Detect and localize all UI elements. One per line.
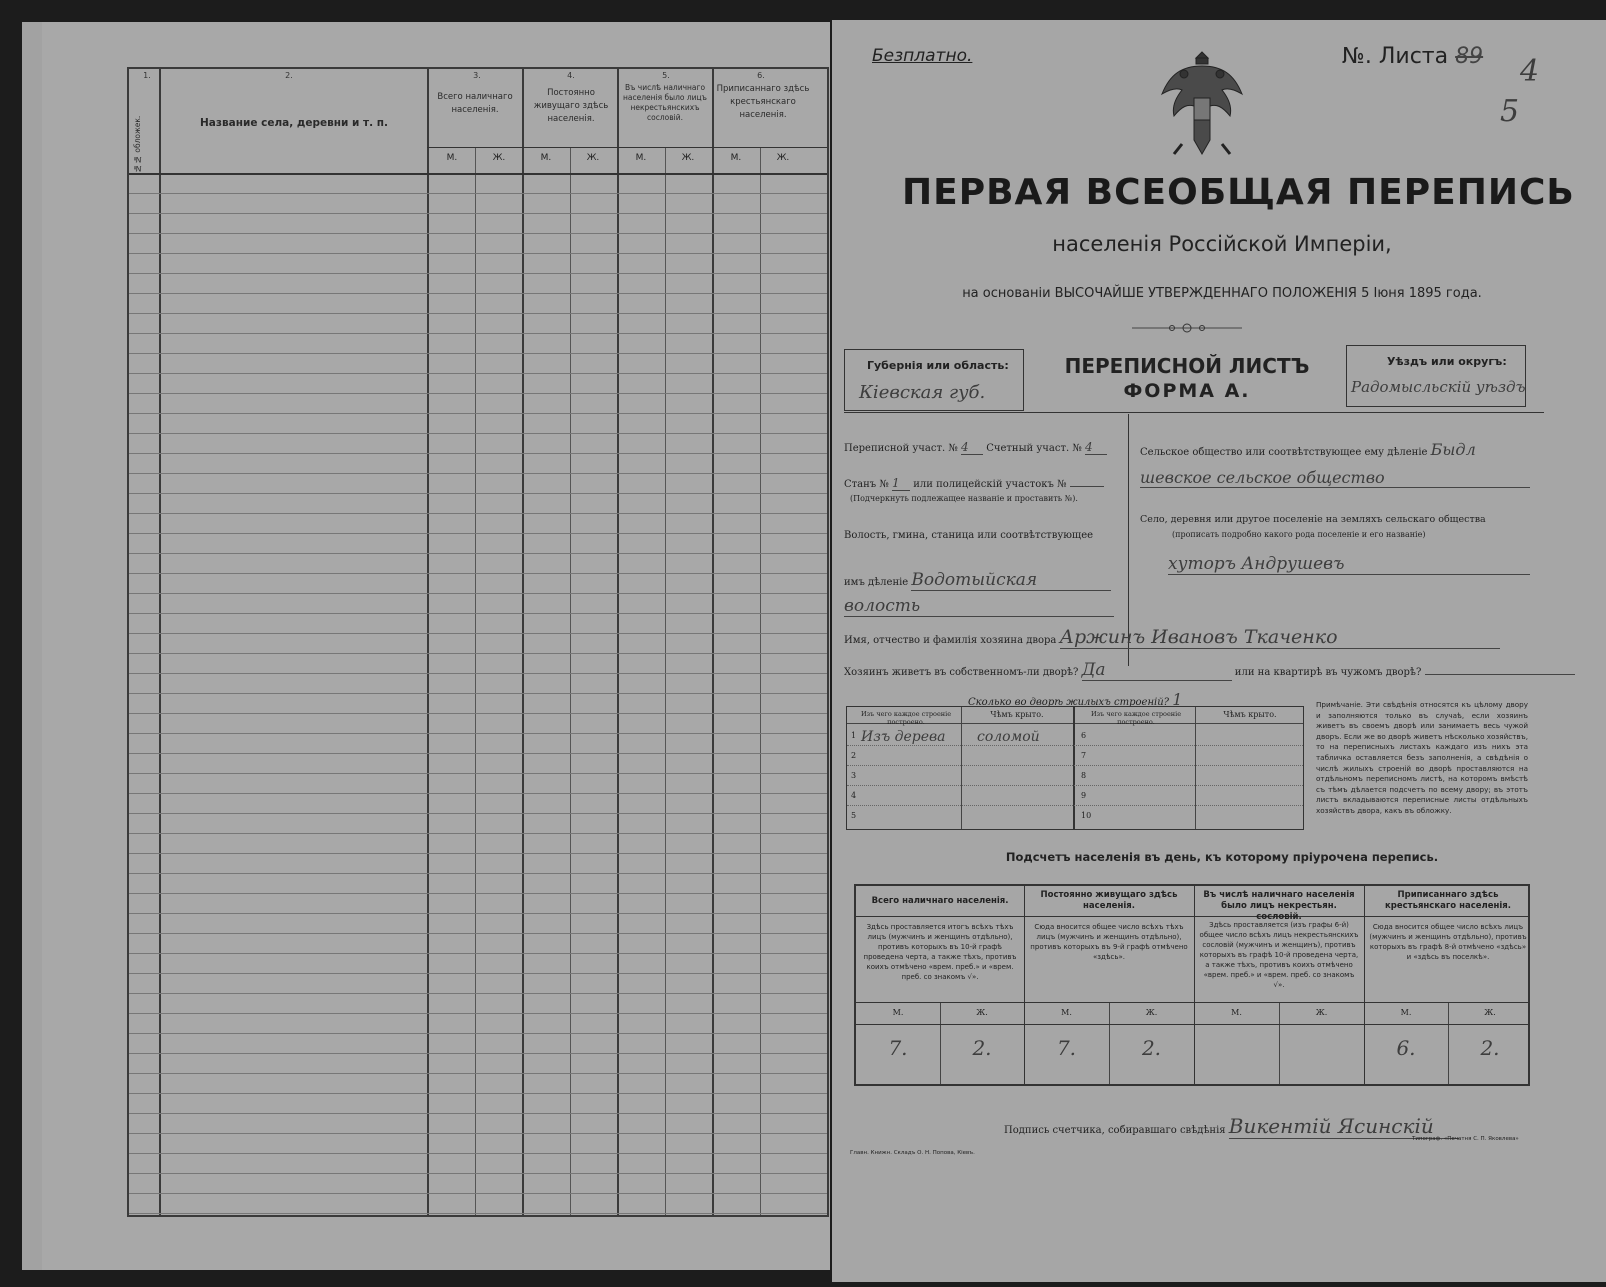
tally-registered-m: 6. [1396, 1036, 1416, 1060]
ledger-row-rule [129, 393, 827, 394]
bt-row1-material: Изъ дерева [861, 729, 946, 745]
province-box [844, 349, 1024, 411]
ledger-row-rule [129, 733, 827, 734]
tally-head-registered: Приписаннаго здѣсь крестьянскаго населенія. [1385, 890, 1511, 911]
ledger-row-rule [129, 853, 827, 854]
tally-permanent-m: 7. [1056, 1036, 1077, 1060]
ledger-header-rule [129, 173, 827, 175]
ledger-table [127, 67, 829, 1217]
ledger-column-rule [522, 69, 524, 1215]
sub-header-zh: Ж. [492, 153, 506, 163]
printer-imprint-right: Типограф. «Печатня С. П. Яковлева» [1412, 1136, 1519, 1142]
bt-row-number: 4 [851, 791, 857, 800]
bt-row-number: 10 [1081, 811, 1092, 820]
col-number-3: 3. [473, 71, 481, 80]
census-section-value: 4 [961, 440, 983, 455]
right-page [832, 20, 1606, 1282]
ledger-row-rule [129, 953, 827, 954]
ledger-row-rule [129, 1153, 827, 1154]
bt-row-number: 2 [851, 751, 857, 760]
stan-value: 1 [892, 476, 910, 491]
ledger-column-rule [570, 147, 571, 1215]
apartment-label: или на квартирѣ въ чужомъ дворѣ? [1234, 667, 1422, 678]
ledger-column-rule [617, 69, 619, 1215]
ledger-row-rule [129, 1133, 827, 1134]
ledger-row-rule [129, 673, 827, 674]
ledger-row-rule [129, 553, 827, 554]
printer-imprint-left: Главн. Книжн. Складъ О. Н. Попова, Кіевъ. [850, 1150, 975, 1156]
form-title: ПЕРЕПИСНОЙ ЛИСТЪ [1064, 354, 1310, 378]
owner-label: Имя, отчество и фамилія хозяина двора [844, 635, 1057, 646]
ledger-row-rule [129, 1053, 827, 1054]
bt-row-number: 6 [1081, 731, 1087, 740]
col-number-6: 6. [757, 71, 765, 80]
volost-label-2: имъ дѣленіе [844, 577, 909, 588]
tally-desc-registered: Сюда вносится общее число всѣхъ лицъ (мужчинъ и женщинъ отдѣльно), противъ которыхъ въ графѣ 8-й отмѣчено «здѣсь» и «здѣсь въ поселкѣ». [1369, 923, 1527, 961]
society-label: Сельское общество или соотвѣтствующее ему дѣленіе [1140, 447, 1428, 458]
ledger-row-rule [129, 1093, 827, 1094]
ledger-row-rule [129, 1113, 827, 1114]
volost-field [844, 570, 1111, 591]
tally-table [854, 884, 1530, 1086]
village-note: (прописать подробно какого рода поселеніе и его названіе) [1172, 530, 1426, 539]
tally-total-zh: 2. [972, 1036, 992, 1060]
ledger-row-rule [129, 813, 827, 814]
col-number-5: 5. [662, 71, 670, 80]
ledger-column-rule [159, 69, 161, 1215]
col-number-1: 1. [143, 71, 151, 80]
ledger-row-rule [129, 893, 827, 894]
ledger-row-rule [129, 233, 827, 234]
sub-header-zh: Ж. [681, 153, 695, 163]
ledger-row-rule [129, 253, 827, 254]
ledger-column-rule [760, 147, 761, 1215]
society-value-1: Быдл [1430, 440, 1476, 459]
ledger-row-rule [129, 353, 827, 354]
form-subtitle: ФОРМА А. [1123, 380, 1251, 402]
tally-desc-permanent: Сюда вносится общее число всѣхъ тѣхъ лицъ (мужчинъ и женщинъ отдѣльно), противъ которыхъ въ 9-й графѣ отмѣчено «здѣсь». [1030, 923, 1188, 961]
ledger-column-rule [475, 147, 476, 1215]
uezd-value: Радомысльскій уѣздъ [1351, 378, 1526, 396]
sheet-number-label [1342, 44, 1483, 69]
ledger-row-rule [129, 573, 827, 574]
sheet-number-crossed: 89 [1455, 44, 1484, 69]
ledger-row-rule [129, 433, 827, 434]
ledger-row-rule [129, 313, 827, 314]
bt-row-number: 7 [1081, 751, 1087, 760]
volost-value-1: Водотыйская [911, 570, 1111, 591]
lives-field [844, 660, 1575, 681]
ledger-row-rule [129, 373, 827, 374]
lives-label: Хозяинъ живетъ въ собственномъ-ли дворѣ? [844, 667, 1079, 678]
tally-zh-header: Ж. [1145, 1008, 1158, 1017]
village-label: Село, деревня или другое поселеніе на земляхъ сельскаго общества [1140, 514, 1486, 525]
uezd-box [1346, 345, 1526, 407]
ledger-row-rule [129, 933, 827, 934]
ledger-row-rule [129, 1193, 827, 1194]
sub-header-m: М. [635, 153, 647, 163]
bt-row-number: 3 [851, 771, 857, 780]
census-section-field [844, 440, 1107, 455]
bt-row-number: 1 [851, 731, 857, 740]
tally-zh-header: Ж. [976, 1008, 988, 1017]
sheet-number-text: №. Листа [1342, 44, 1449, 69]
document-title: ПЕРВАЯ ВСЕОБЩАЯ ПЕРЕПИСЬ [902, 172, 1575, 213]
sub-header-zh: Ж. [776, 153, 790, 163]
tally-head-permanent: Постоянно живущаго здѣсь населенія. [1040, 890, 1178, 911]
society-value-2: шевское сельское общество [1140, 468, 1530, 488]
ledger-row-rule [129, 513, 827, 514]
ledger-row-rule [129, 773, 827, 774]
tally-desc-total: Здѣсь проставляется итогъ всѣхъ тѣхъ лицъ (мужчинъ и женщинъ отдѣльно), противъ которыхъ въ 10-й графѣ проведена черта, а также тѣхъ, противъ коихъ отмѣчено «врем. преб.» и «врем. преб. со знакомъ √». [863, 923, 1017, 981]
province-label: Губернія или область: [867, 359, 1009, 372]
ledger-row-rule [129, 533, 827, 534]
signature-label: Подпись счетчика, собиравшаго свѣдѣнія [1004, 1125, 1226, 1136]
tally-head-non-peasant: Въ числѣ наличнаго населенія было лицъ некрестьян. сословій. [1203, 890, 1355, 922]
ledger-row-rule [129, 693, 827, 694]
ledger-row-rule [129, 453, 827, 454]
ledger-row-rule [129, 913, 827, 914]
tally-total-m: 7. [888, 1036, 908, 1060]
col-header-registered-peasant: Приписаннаго здѣсь крестьянскаго населенія. [716, 84, 810, 120]
tally-permanent-zh: 2. [1141, 1036, 1162, 1060]
sheet-number-handwritten-1: 4 [1520, 54, 1540, 89]
ledger-row-rule [129, 273, 827, 274]
sub-header-m: М. [730, 153, 742, 163]
bt-row-number: 5 [851, 811, 857, 820]
ledger-row-rule [129, 293, 827, 294]
tally-m-header: М. [1400, 1008, 1412, 1017]
ledger-row-rule [129, 1073, 827, 1074]
volost-value-2: волость [844, 596, 1114, 617]
sub-header-m: М. [540, 153, 552, 163]
bt-header-material-2: Изъ чего каждое строеніе построено. [1090, 710, 1182, 726]
ledger-row-rule [129, 653, 827, 654]
stan-label: Станъ № [844, 479, 889, 490]
bt-row-number: 9 [1081, 791, 1087, 800]
signature-field [1004, 1114, 1459, 1139]
ledger-row-rule [129, 713, 827, 714]
col-header-cover-numbers: №№ обложек. [133, 115, 142, 173]
left-page [22, 22, 830, 1270]
ledger-row-rule [129, 793, 827, 794]
ledger-row-rule [129, 873, 827, 874]
tally-head-total: Всего наличнаго населенія. [871, 896, 1009, 906]
ledger-row-rule [129, 593, 827, 594]
buildings-table [846, 706, 1304, 830]
stan-field [844, 476, 1104, 491]
left-page-sheet [42, 22, 830, 1270]
ledger-row-rule [129, 1213, 827, 1214]
sheet-number-handwritten-2: 5 [1500, 94, 1520, 129]
owner-field [844, 626, 1500, 649]
ledger-row-rule [129, 1173, 827, 1174]
tally-desc-non-peasant: Здѣсь проставляется (изъ графы 6-й) общее число всѣхъ лицъ некрестьянскихъ сословій (мужчинъ и женщинъ), противъ которыхъ въ графѣ 10-й проведена черта, а также тѣхъ, противъ коихъ отмѣчено «врем. преб.» и «врем. преб. со знакомъ √». [1199, 921, 1359, 989]
volost-label: Волость, гмина, станица или соотвѣтствующее [844, 530, 1094, 541]
tally-zh-header: Ж. [1315, 1008, 1328, 1017]
ledger-subheader-rule [427, 147, 827, 148]
owner-value: Аржинъ Ивановъ Ткаченко [1060, 626, 1500, 649]
sub-header-zh: Ж. [586, 153, 600, 163]
uezd-label: Уѣздъ или округъ: [1387, 355, 1507, 368]
ledger-row-rule [129, 973, 827, 974]
ledger-row-rule [129, 333, 827, 334]
stan-rest-label: или полицейскій участокъ № [913, 479, 1067, 490]
tally-m-header: М. [1231, 1008, 1242, 1017]
ledger-row-rule [129, 613, 827, 614]
buildings-label: Сколько во дворѣ жилыхъ строеній? [968, 697, 1170, 708]
bt-row1-roof: соломой [977, 729, 1040, 745]
ledger-row-rule [129, 473, 827, 474]
ledger-row-rule [129, 993, 827, 994]
col-header-permanent-population: Постоянно живущаго здѣсь населенія. [533, 88, 609, 124]
society-field [1140, 440, 1476, 459]
bt-header-roof: Чѣмъ крыто. [990, 710, 1044, 719]
ledger-column-rule [427, 69, 429, 1215]
ledger-row-rule [129, 1013, 827, 1014]
sub-header-m: М. [446, 153, 458, 163]
tally-title: Подсчетъ населенія въ день, къ которому пріурочена перепись. [1005, 850, 1439, 864]
tally-m-header: М. [892, 1008, 904, 1017]
bt-row-number: 8 [1081, 771, 1087, 780]
col-header-total-population: Всего наличнаго населенія. [437, 92, 513, 115]
tally-zh-header: Ж. [1484, 1008, 1496, 1017]
census-section-label: Переписной участ. № [844, 443, 958, 454]
ledger-column-rule [665, 147, 666, 1215]
ledger-row-rule [129, 833, 827, 834]
header-rule [844, 412, 1544, 413]
tally-m-header: М. [1061, 1008, 1072, 1017]
document-basis: на основаніи ВЫСОЧАЙШЕ УТВЕРЖДЕННАГО ПОЛОЖЕНІЯ 5 Іюня 1895 года. [962, 286, 1482, 301]
buildings-note: Примѣчаніе. Эти свѣдѣнія относятся къ цѣлому двору и заполняются только въ случаѣ, если хозяинъ живетъ въ своемъ дворѣ или занимаетъ весь чужой дворъ. Если же во дворѣ живетъ нѣсколько хозяйствъ, то на переписныхъ листахъ каждаго изъ нихъ эта табличка оставляется безъ заполненія, а свѣдѣнія о числѣ жилыхъ строеній во дворѣ проставляются на отдѣльномъ переписномъ листѣ, на которомъ вмѣстѣ съ тѣмъ дѣлается подсчетъ по всему двору; въ этотъ листъ вкладываются переписные листы отдѣльныхъ хозяйствъ двора, какъ въ обложку. [1316, 700, 1528, 815]
village-value: хуторъ Андрушевъ [1168, 554, 1530, 575]
stan-note: (Подчеркнуть подлежащее названіе и проставить №). [850, 494, 1078, 503]
province-value: Кіевская губ. [859, 382, 986, 403]
ledger-row-rule [129, 493, 827, 494]
ledger-column-rule [712, 69, 714, 1215]
count-section-label: Счетный участ. № [986, 443, 1082, 454]
count-section-value: 4 [1085, 440, 1107, 455]
double-headed-eagle-emblem [1152, 44, 1252, 164]
ledger-row-rule [129, 633, 827, 634]
bt-header-material: Изъ чего каждое строеніе построено. [860, 710, 952, 726]
lives-value: Да [1082, 660, 1232, 681]
ledger-row-rule [129, 193, 827, 194]
signature-value: Викентій Ясинскій [1229, 1114, 1459, 1139]
col-header-village-name: Название села, деревни и т. п. [200, 117, 388, 129]
free-label: Безплатно. [872, 46, 973, 66]
ledger-row-rule [129, 753, 827, 754]
buildings-value: 1 [1172, 690, 1183, 709]
ledger-row-rule [129, 213, 827, 214]
ledger-row-rule [129, 1033, 827, 1034]
col-number-4: 4. [567, 71, 575, 80]
tally-registered-zh: 2. [1480, 1036, 1500, 1060]
col-number-2: 2. [285, 71, 293, 80]
bt-header-roof-2: Чѣмъ крыто. [1223, 710, 1277, 719]
ledger-row-rule [129, 413, 827, 414]
document-subtitle: населенія Россійской Имперіи, [1052, 232, 1392, 256]
ornament-divider-icon [1132, 320, 1242, 336]
col-header-non-peasant: Въ числѣ наличнаго населенія было лицъ некрестьянскихъ сословій. [623, 83, 707, 122]
